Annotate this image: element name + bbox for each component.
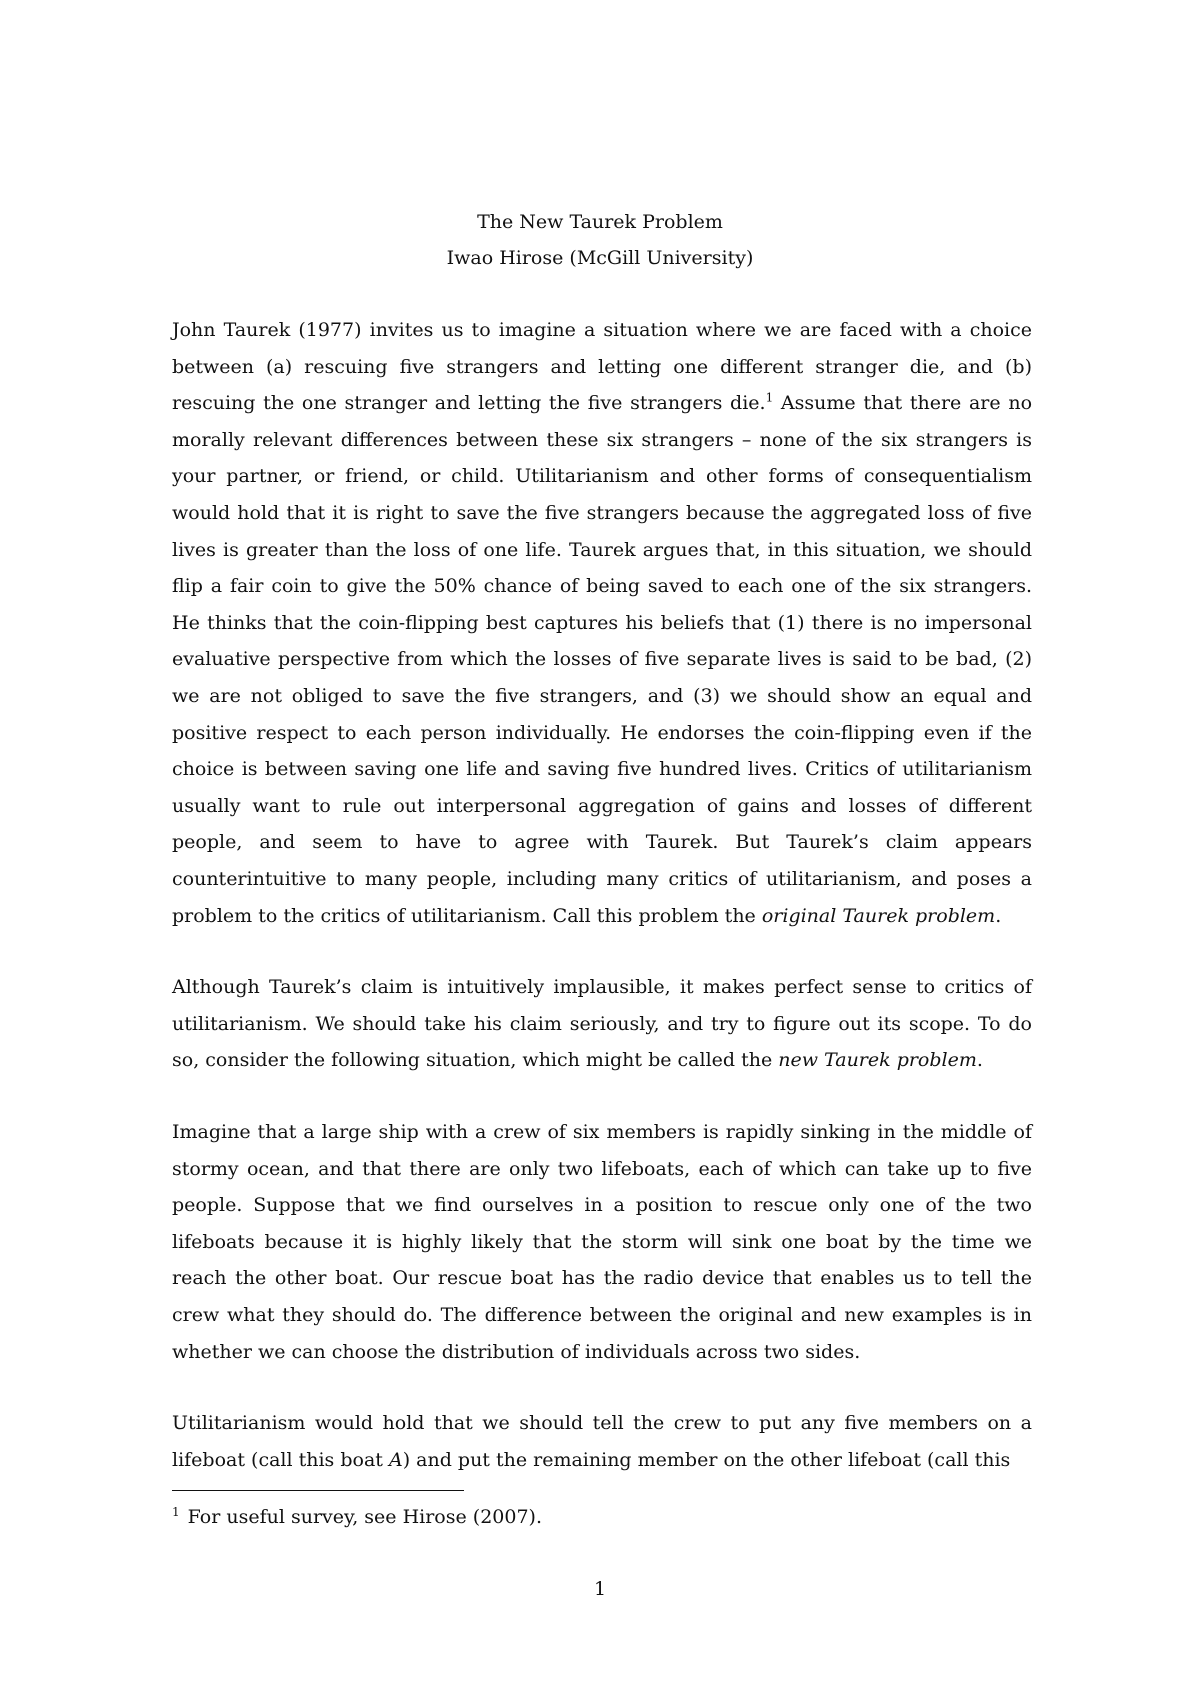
paragraph-2: [172, 969, 1032, 1079]
footnote-reference: 1: [765, 390, 774, 405]
paragraph-3-text: Imagine that a large ship with a crew of six members is rapidly sinking in the middle of stormy ocean, and that there are only two lifeboats, each of which can take up to five people. Suppose that we find ourselves in a position to rescue only one of the two lifeboats because it is highly likely that the storm will sink one boat by the time we reach the other boat. Our rescue boat has the radio device that enables us to tell the crew what they should do. The difference between the original and new examples is in whether we can choose the distribution of individuals across two sides.: [172, 1121, 1032, 1363]
paragraph-2-text: Although Taurek’s claim is intuitively implausible, it makes perfect sense to critics of utilitarianism. We should take his claim seriously, and try to figure out its scope. To do so, consider the following situation, which might be called the: [172, 976, 1032, 1072]
paragraph-1: [172, 312, 1032, 934]
paper-title: The New Taurek Problem: [477, 211, 723, 233]
footnote: [172, 1500, 1032, 1534]
paper-author: Iwao Hirose (McGill University): [446, 247, 754, 269]
paragraph-4-text-b: ) and put the remaining member on the other lifeboat (call this: [402, 1448, 1011, 1471]
term-original-taurek-problem: original Taurek problem: [761, 904, 996, 927]
paragraph-1-text-a: John Taurek (1977) invites us to imagine a situation where we are faced with a choice between (a) rescuing five strangers and letting one different stranger die, and (b) rescuing the one stranger and letting the five strangers die.: [172, 319, 1032, 415]
paragraph-4: [172, 1405, 1032, 1478]
boat-a-label: A: [388, 1448, 403, 1471]
paragraph-2-end: .: [976, 1049, 983, 1072]
footnote-text: For useful survey, see Hirose (2007).: [187, 1506, 542, 1528]
paragraph-4-text-a: Utilitarianism would hold that we should tell the crew to put any five members on a lifeboat (call this boat: [172, 1412, 1032, 1471]
paragraph-3: [172, 1114, 1032, 1370]
paragraph-1-end: .: [995, 904, 1002, 927]
footnote-divider: [172, 1490, 464, 1491]
paragraph-1-text-b: Assume that there are no morally relevant differences between these six strangers – none of the six strangers is your partner, or friend, or child. Utilitarianism and other forms of consequentialism would hold that it is right to save the five strangers because the aggregated loss of five lives is greater than the loss of one life. Taurek argues that, in this situation, we should flip a fair coin to give the 50% chance of being saved to each one of the six strangers. He thinks that the coin-flipping best captures his beliefs that (1) there is no impersonal evaluative perspective from which the losses of five separate lives is said to be bad, (2) we are not obliged to save the five strangers, and (3) we should show an equal and positive respect to each person individually. He endorses the coin-flipping even if the choice is between saving one life and saving five hundred lives. Critics of utilitarianism usually want to rule out interpersonal aggregation of gains and losses of different people, and seem to have to agree with Taurek. But Taurek’s claim appears counterintuitive to many people, including many critics of utilitarianism, and poses a problem to the critics of utilitarianism. Call this problem the: [172, 392, 1033, 927]
page-number: 1: [593, 1578, 607, 1600]
footnote-marker: 1: [172, 1504, 180, 1519]
term-new-taurek-problem: new Taurek problem: [778, 1049, 977, 1072]
